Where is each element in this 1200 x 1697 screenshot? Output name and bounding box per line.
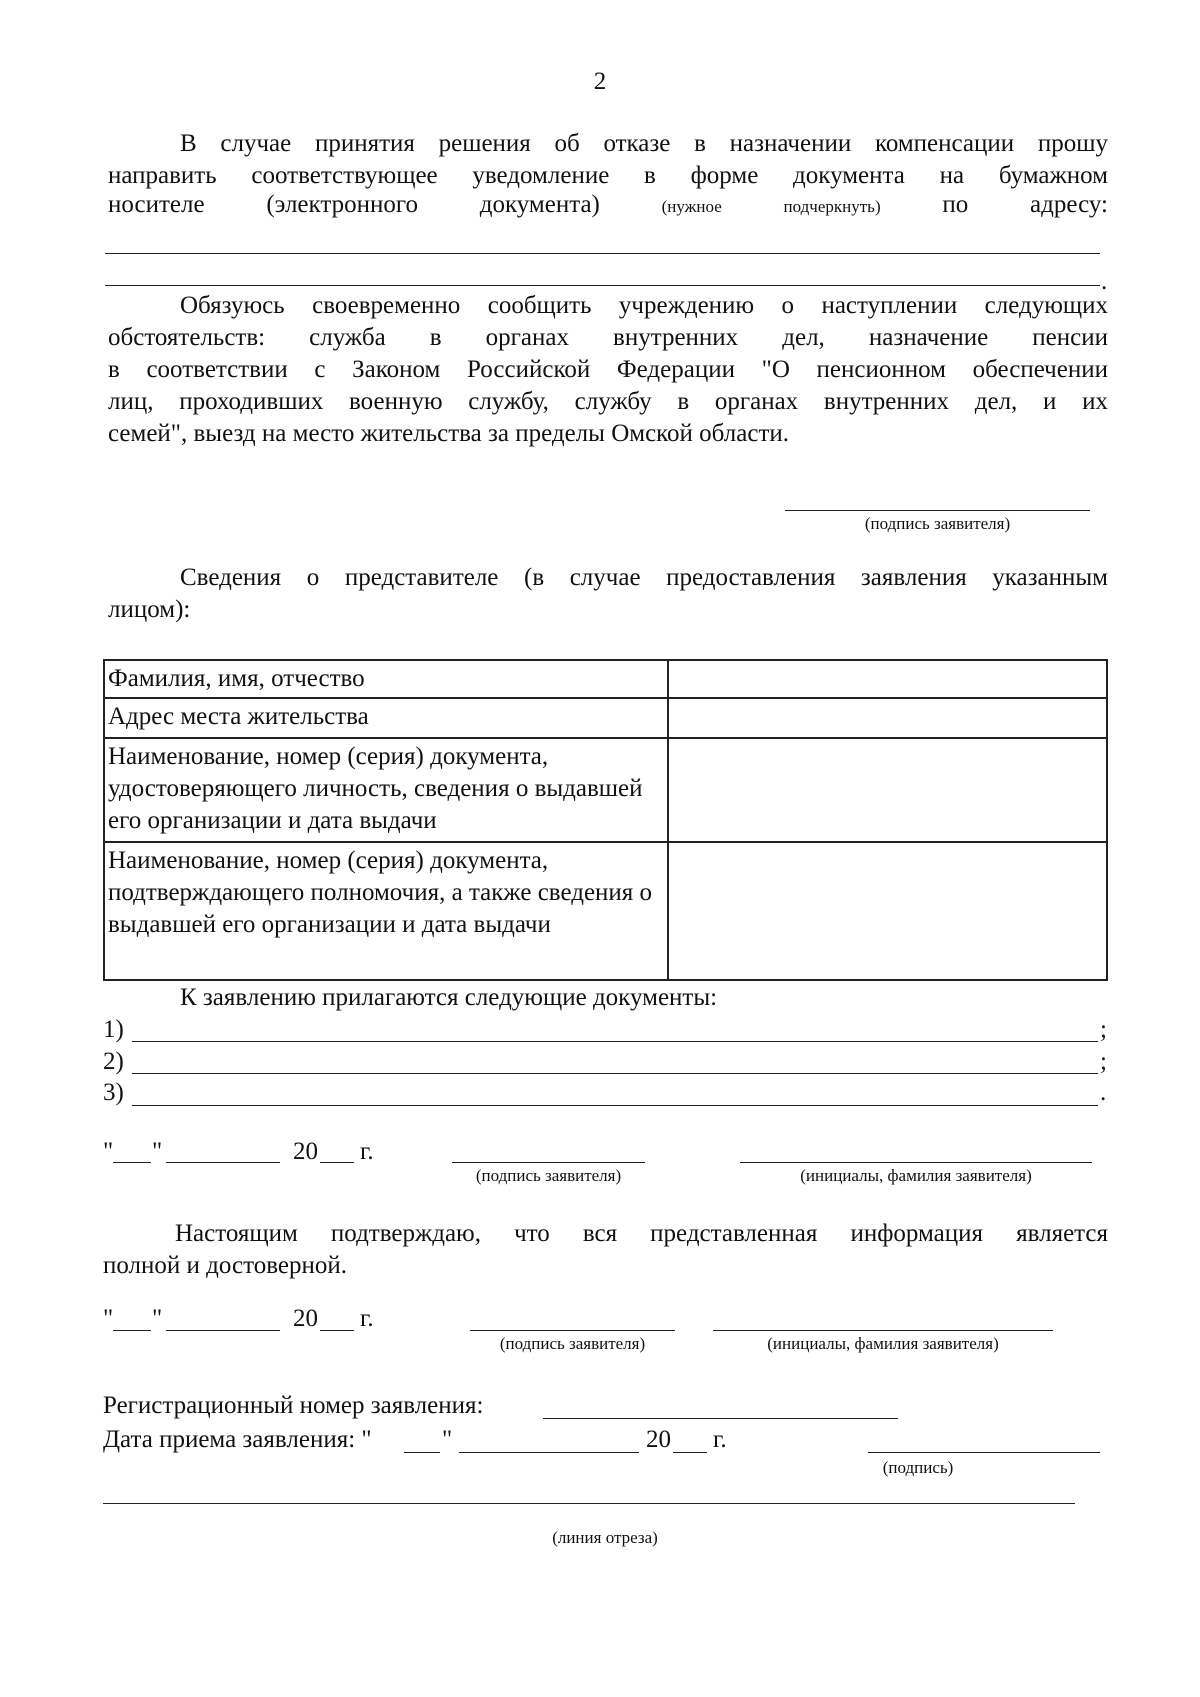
address-end-period: . (1101, 268, 1108, 295)
refusal-notice-line-2: направить соответствующее уведомление в форме документа на бумажном (108, 162, 1108, 189)
table-row (104, 842, 1107, 980)
date-year-prefix-2: 20 (293, 1305, 318, 1332)
date-year-prefix-1: 20 (293, 1138, 318, 1165)
word-underline: подчеркнуть) (783, 197, 881, 216)
refusal-notice-line-1: В случае принятия решения об отказе в назначении компенсации прошу (180, 130, 1108, 157)
representative-label-address: Адрес места жительства (104, 698, 668, 738)
registration-date-day-field[interactable] (404, 1452, 440, 1453)
representative-label-authority-doc: Наименование, номер (серия) документа, подтверждающего полномочия, а также сведения о выдавшей его организации и дата выдачи (104, 842, 668, 980)
cut-line (103, 1503, 1075, 1504)
registration-number-label: Регистрационный номер заявления: (103, 1392, 484, 1419)
representative-value-address[interactable] (668, 698, 1107, 738)
table-row (104, 738, 1107, 842)
table-row (104, 660, 1107, 698)
date-month-field-2[interactable] (166, 1330, 280, 1331)
representative-value-fio[interactable] (668, 660, 1107, 698)
word-document: документа) (479, 191, 600, 218)
registration-date-quote-close: " (442, 1426, 453, 1453)
registration-date-month-field[interactable] (459, 1452, 639, 1453)
registration-number-field[interactable] (543, 1418, 898, 1419)
attachment-field-2[interactable] (132, 1073, 1098, 1074)
word-address: адресу: (1030, 191, 1108, 218)
registration-year-suffix: г. (713, 1426, 727, 1453)
registration-signature-line[interactable] (868, 1452, 1100, 1453)
refusal-notice-line-3 (108, 189, 1108, 223)
attachment-end-2: ; (1100, 1048, 1107, 1075)
applicant-signature-line-2[interactable] (452, 1162, 645, 1163)
word-nositele: носителе (108, 191, 205, 218)
date-year-suffix-1: г. (360, 1138, 374, 1165)
date-quote-open-2: " (103, 1305, 114, 1332)
obligation-line-3: в соответствии с Законом Российской Федерации "О пенсионном обеспечении (108, 356, 1108, 383)
date-day-field-2[interactable] (113, 1330, 151, 1331)
applicant-signature-caption: (подпись заявителя) (864, 514, 1011, 533)
attachment-field-1[interactable] (132, 1041, 1098, 1042)
registration-year-field[interactable] (673, 1452, 707, 1453)
applicant-name-caption-2: (инициалы, фамилия заявителя) (800, 1166, 1032, 1185)
date-quote-open-1: " (103, 1138, 114, 1165)
date-day-field-1[interactable] (113, 1162, 151, 1163)
attachment-num-2: 2) (103, 1048, 124, 1075)
cut-line-caption: (линия отреза) (552, 1528, 658, 1547)
registration-date-label: Дата приема заявления: " (103, 1426, 372, 1453)
obligation-line-5: семей", выезд на место жительства за пределы Омской области. (108, 420, 789, 447)
confirmation-line-2: полной и достоверной. (103, 1252, 347, 1279)
representative-intro-line-2: лицом): (108, 596, 191, 623)
applicant-name-caption-3: (инициалы, фамилия заявителя) (767, 1334, 999, 1353)
applicant-signature-line-3[interactable] (470, 1330, 675, 1331)
word-electronic: (электронного (266, 191, 418, 218)
attachment-end-1: ; (1100, 1016, 1107, 1043)
representative-label-fio: Фамилия, имя, отчество (104, 660, 668, 698)
obligation-line-4: лиц, проходивших военную службу, службу в органах внутренних дел, и их (108, 388, 1108, 415)
word-needed: (нужное (661, 197, 722, 216)
attachment-field-3[interactable] (132, 1105, 1098, 1106)
representative-label-identity-doc: Наименование, номер (серия) документа, удостоверяющего личность, сведения о выдавшей его организации и дата выдачи (104, 738, 668, 842)
representative-value-identity-doc[interactable] (668, 738, 1107, 842)
confirmation-line-1: Настоящим подтверждаю, что вся представленная информация является (175, 1220, 1108, 1247)
representative-table (103, 659, 1108, 981)
date-year-field-1[interactable] (320, 1162, 354, 1163)
table-row (104, 698, 1107, 738)
applicant-signature-caption-3: (подпись заявителя) (499, 1334, 646, 1353)
registration-signature-caption: (подпись) (882, 1458, 954, 1477)
attachments-intro: К заявлению прилагаются следующие документы: (180, 984, 718, 1011)
obligation-line-1: Обязуюсь своевременно сообщить учреждению о наступлении следующих (180, 292, 1108, 319)
address-field-line-1[interactable] (105, 253, 1100, 254)
address-field-line-2[interactable] (105, 285, 1100, 286)
date-year-field-2[interactable] (320, 1330, 354, 1331)
attachment-num-3: 3) (103, 1079, 124, 1106)
word-po: по (942, 191, 969, 218)
representative-intro-line-1: Сведения о представителе (в случае предоставления заявления указанным (180, 564, 1108, 591)
applicant-signature-line[interactable] (785, 510, 1090, 511)
date-month-field-1[interactable] (166, 1162, 280, 1163)
date-quote-close-2: " (152, 1305, 163, 1332)
representative-value-authority-doc[interactable] (668, 842, 1107, 980)
obligation-line-2: обстоятельств: служба в органах внутренних дел, назначение пенсии (108, 324, 1108, 351)
applicant-signature-caption-2: (подпись заявителя) (475, 1166, 622, 1185)
attachment-end-3: . (1100, 1079, 1107, 1106)
registration-year-prefix: 20 (646, 1426, 671, 1453)
applicant-name-line-3[interactable] (713, 1330, 1053, 1331)
date-year-suffix-2: г. (360, 1305, 374, 1332)
page-number: 2 (593, 68, 607, 95)
attachment-num-1: 1) (103, 1016, 124, 1043)
applicant-name-line-2[interactable] (740, 1162, 1092, 1163)
date-quote-close-1: " (152, 1138, 163, 1165)
